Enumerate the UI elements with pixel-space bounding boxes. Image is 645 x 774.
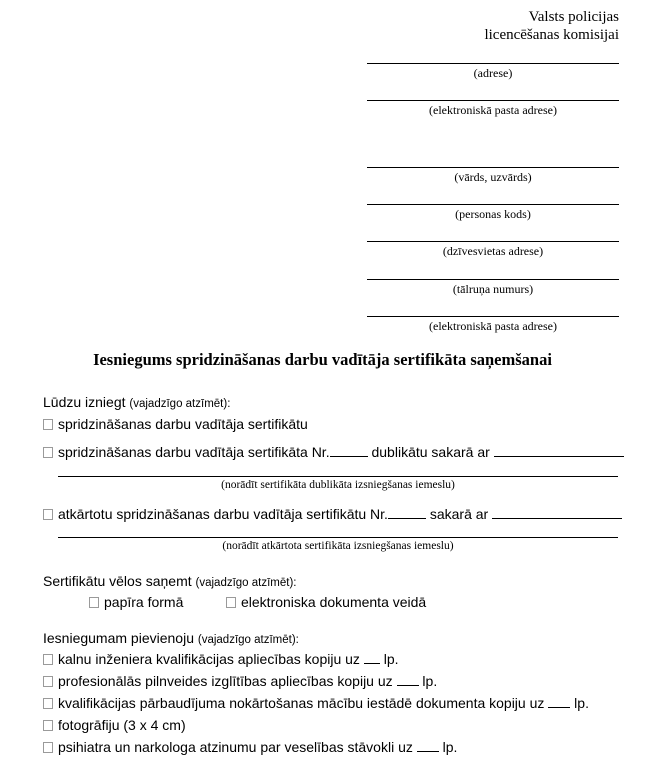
option-repeat[interactable] [43,506,622,522]
attach-item-5-suffix: lp. [442,739,458,755]
duplicate-reason-line[interactable] [58,476,618,477]
personal-code-field-line[interactable] [367,204,619,205]
attach-item-3-suffix: lp. [574,695,589,711]
attach-item-1-label: kalnu inženiera kvalifikācijas apliecības kopiju uz [58,651,360,667]
residence-field-line[interactable] [367,241,619,242]
residence-field-label: (dzīvesvietas adrese) [442,244,544,258]
checkbox-attach-3[interactable] [43,698,53,709]
repeat-reason-blank[interactable] [492,506,622,519]
attach-item-health[interactable] [43,739,457,755]
checkbox-attach-5[interactable] [43,742,53,753]
attach-item-3-pages-blank[interactable] [548,695,570,708]
checkbox-repeat[interactable] [43,509,53,520]
checkbox-duplicate[interactable] [43,447,53,458]
request-hint: (vajadzīgo atzīmēt): [129,398,231,410]
option-duplicate-label-a: spridzināšanas darbu vadītāja sertifikāta Nr. [58,444,330,460]
option-new-label: spridzināšanas darbu vadītāja sertifikātu [58,416,308,432]
attach-item-qualification-exam[interactable] [43,695,589,711]
option-electronic[interactable] [226,594,426,610]
attach-item-2-label: profesionālās pilnveides izglītības apliecības kopiju uz [58,673,393,689]
option-paper-label: papīra formā [104,594,184,610]
document-title: Iesniegums spridzināšanas darbu vadītāja sertifikāta saņemšanai [93,350,552,369]
duplicate-reason-blank[interactable] [494,444,624,457]
recipient-line-1: Valsts policijas [528,9,619,25]
repeat-reason-line[interactable] [58,537,618,538]
attach-item-4-label: fotogrāfiju (3 x 4 cm) [58,717,186,733]
email-field-label-2: (elektroniskā pasta adrese) [429,319,557,333]
attach-item-photo[interactable] [43,717,186,733]
attach-item-5-label: psihiatra un narkologa atzinumu par veselības stāvokli uz [58,739,413,755]
attach-item-mining-engineer[interactable] [43,651,399,667]
attach-item-2-pages-blank[interactable] [397,673,419,686]
option-paper[interactable] [89,594,183,610]
name-field-label: (vārds, uzvārds) [454,170,532,184]
attach-item-2-suffix: lp. [422,673,438,689]
phone-field-line[interactable] [367,279,619,280]
receive-hint: (vajadzīgo atzīmēt): [195,577,297,589]
recipient [484,8,619,44]
checkbox-attach-4[interactable] [43,720,53,731]
repeat-reason-caption: (norādīt atkārtota sertifikāta izsniegšanas iemeslu) [222,540,454,552]
attach-label: Iesniegumam pievienoju [43,630,194,646]
address-field-line[interactable] [367,63,619,64]
checkbox-paper[interactable] [89,597,99,608]
checkbox-new[interactable] [43,419,53,430]
checkbox-attach-2[interactable] [43,676,53,687]
option-repeat-label-a: atkārtotu spridzināšanas darbu vadītāja sertifikātu Nr. [58,506,388,522]
option-repeat-label-b: sakarā ar [429,506,489,522]
request-label: Lūdzu izniegt [43,394,126,410]
duplicate-reason-caption: (norādīt sertifikāta dublikāta izsniegšanas iemeslu) [221,479,455,491]
attach-item-3-label: kvalifikācijas pārbaudījuma nokārtošanas mācību iestādē dokumenta kopiju uz [58,695,545,711]
checkbox-electronic[interactable] [226,597,236,608]
request-heading [43,394,230,410]
recipient-line-2: licencēšanas komisijai [484,27,619,43]
attach-item-1-suffix: lp. [383,651,399,667]
phone-field-label: (tālruņa numurs) [452,282,534,296]
repeat-number-blank[interactable] [388,506,426,519]
duplicate-number-blank[interactable] [330,444,368,457]
attach-heading [43,630,299,646]
attach-item-professional[interactable] [43,673,437,689]
email-field-label: (elektroniskā pasta adrese) [429,103,557,117]
receive-heading [43,573,297,589]
email-field-line[interactable] [367,100,619,101]
checkbox-attach-1[interactable] [43,654,53,665]
attach-hint: (vajadzīgo atzīmēt): [197,634,299,646]
attach-item-1-pages-blank[interactable] [364,651,380,664]
personal-code-field-label: (personas kods) [455,207,531,221]
name-field-line[interactable] [367,167,619,168]
option-duplicate-label-b: dublikātu sakarā ar [371,444,490,460]
receive-label: Sertifikātu vēlos saņemt [43,573,192,589]
email-field-line-2[interactable] [367,316,619,317]
option-duplicate[interactable] [43,444,624,460]
address-field-label: (adrese) [473,66,513,80]
option-new-certificate[interactable] [43,416,308,432]
attach-item-5-pages-blank[interactable] [417,739,439,752]
option-electronic-label: elektroniska dokumenta veidā [241,594,427,610]
